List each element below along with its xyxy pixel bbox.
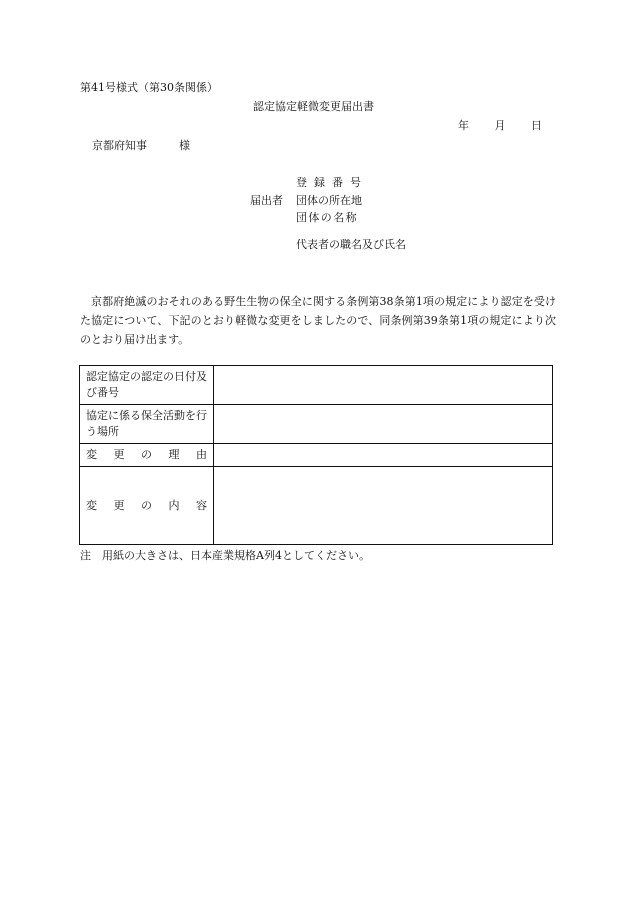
- label-char: 容: [196, 498, 207, 512]
- label-char: の: [141, 498, 152, 512]
- registration-number-label: 登録番号: [296, 176, 368, 189]
- form-table: [79, 365, 553, 545]
- table-row: [80, 444, 553, 467]
- change-reason-label: [86, 447, 207, 463]
- change-content-field[interactable]: [214, 467, 553, 545]
- table-row: [80, 366, 553, 405]
- table-row: [80, 467, 553, 545]
- date-line: [458, 120, 542, 131]
- label-char: の: [141, 448, 152, 461]
- row-label-change-content: [80, 467, 214, 545]
- applicant-label: 届出者: [250, 194, 283, 207]
- label-char: 更: [113, 448, 125, 461]
- footnote: 注 用紙の大きさは、日本産業規格A列4としてください。: [80, 549, 370, 562]
- label-char: 理: [168, 448, 180, 461]
- label-char: 由: [196, 448, 207, 461]
- row-label-certification-date: 認定協定の認定の日付及び番号: [80, 366, 214, 405]
- date-day-label: 日: [531, 119, 542, 132]
- activity-location-field[interactable]: [214, 405, 553, 444]
- date-month-label: 月: [494, 119, 506, 132]
- addressee-honorific: 様: [179, 139, 190, 152]
- representative-label: 代表者の職名及び氏名: [296, 238, 406, 251]
- label-char: 更: [113, 498, 125, 512]
- organization-address-label: 団体の所在地: [296, 194, 362, 207]
- label-char: 変: [86, 498, 97, 512]
- addressee: [92, 140, 190, 151]
- addressee-name: 京都府知事: [92, 139, 147, 152]
- label-char: 内: [168, 498, 180, 512]
- row-label-change-reason: [80, 444, 214, 467]
- label-char: 変: [86, 448, 97, 461]
- change-content-label: [86, 498, 207, 514]
- body-paragraph: 京都府絶滅のおそれのある野生生物の保全に関する条例第38条第1項の規定により認定を受けた協定について、下記のとおり軽微な変更をしましたので、同条例第39条第1項の規定により次のとおり届け出ます。: [80, 295, 556, 346]
- document-title: 認定協定軽微変更届出書: [253, 100, 374, 113]
- certification-date-field[interactable]: [214, 366, 553, 405]
- organization-name-label: 団体の名称: [296, 211, 358, 224]
- row-label-activity-location: 協定に係る保全活動を行う場所: [80, 405, 214, 444]
- form-number: 第41号様式（第30条関係）: [80, 81, 218, 94]
- date-year-label: 年: [458, 119, 469, 132]
- change-reason-field[interactable]: [214, 444, 553, 467]
- table-row: [80, 405, 553, 444]
